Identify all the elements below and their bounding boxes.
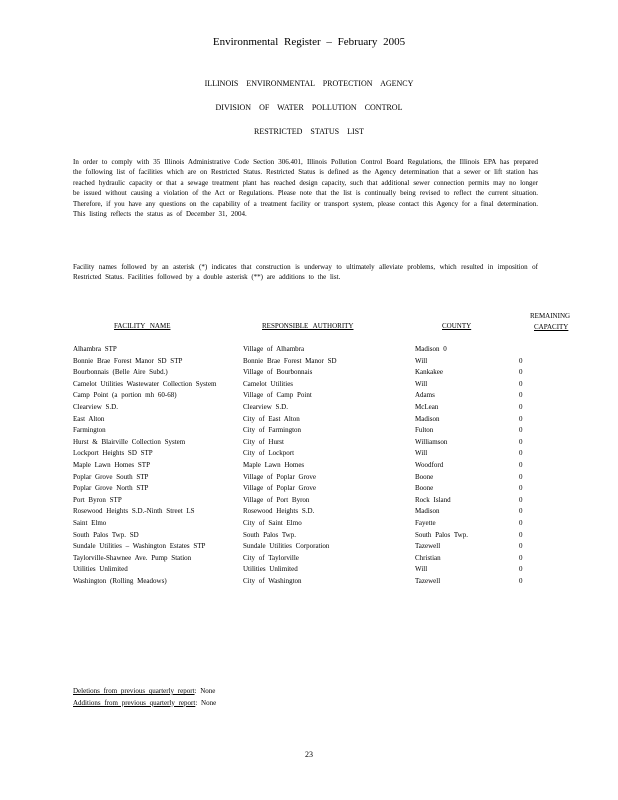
county-cell: Tazewell xyxy=(415,542,441,551)
facility-name-cell: Maple Lawn Homes STP xyxy=(73,460,150,469)
facility-name-cell: Taylorville-Shawnee Ave. Pump Station xyxy=(73,553,192,562)
county-cell: Boone xyxy=(415,484,434,493)
facility-name-cell: Alhambra STP xyxy=(73,345,117,353)
table-row xyxy=(73,379,533,391)
facility-name-cell: Bourbonnais (Belle Aire Subd.) xyxy=(73,368,168,377)
additions-label: Additions from previous quarterly report xyxy=(73,698,196,707)
agency-name: ILLINOIS ENVIRONMENTAL PROTECTION AGENCY xyxy=(204,79,414,88)
authority-cell: Sundale Utilities Corporation xyxy=(243,542,330,551)
capacity-cell: 0 xyxy=(519,449,523,458)
capacity-cell: 0 xyxy=(519,565,523,574)
authority-cell: City of Washington xyxy=(243,576,302,585)
county-cell: Will xyxy=(415,565,428,574)
table-row xyxy=(73,356,533,368)
facility-name-cell: Saint Elmo xyxy=(73,518,107,527)
deletions-note xyxy=(73,686,216,698)
county-cell: Boone xyxy=(415,472,434,481)
capacity-cell: 0 xyxy=(519,495,523,504)
list-title: RESTRICTED STATUS LIST xyxy=(253,127,365,136)
authority-cell: City of Taylorville xyxy=(243,553,299,562)
deletions-label: Deletions from previous quarterly report xyxy=(73,687,195,695)
table-row xyxy=(73,344,533,356)
authority-cell: South Palos Twp. xyxy=(243,530,296,539)
table-row xyxy=(73,518,533,530)
facility-name-cell: Bonnie Brae Forest Manor SD STP xyxy=(73,356,183,365)
capacity-cell: 0 xyxy=(519,542,523,551)
authority-cell: Village of Alhambra xyxy=(243,345,305,353)
capacity-cell: 0 xyxy=(519,553,523,562)
table-row xyxy=(73,564,533,576)
county-cell: Tazewell xyxy=(415,576,441,585)
authority-cell: Clearview S.D. xyxy=(243,402,288,411)
county-cell: South Palos Twp. xyxy=(415,530,468,539)
capacity-cell: 0 xyxy=(519,356,523,365)
capacity-cell: 0 xyxy=(519,368,523,377)
table-row xyxy=(73,506,533,518)
county-cell: Will xyxy=(415,449,428,458)
capacity-cell: 0 xyxy=(519,437,523,446)
table-row xyxy=(73,390,533,402)
page-header: Environmental Register – February 2005 xyxy=(212,36,406,48)
facility-name-cell: Rosewood Heights S.D.-Ninth Street LS xyxy=(73,507,195,516)
authority-cell: Camelot Utilities xyxy=(243,379,294,388)
county-cell: Woodford xyxy=(415,460,444,469)
table-row xyxy=(73,402,533,414)
county-cell: Will xyxy=(415,379,428,388)
authority-cell: City of Hurst xyxy=(243,437,284,446)
capacity-cell: 0 xyxy=(519,414,523,423)
capacity-cell: 0 xyxy=(519,402,523,411)
county-cell: Fulton xyxy=(415,426,434,435)
facility-name-cell: Hurst & Blairville Collection System xyxy=(73,437,186,446)
table-row xyxy=(73,553,533,565)
capacity-cell: 0 xyxy=(519,460,523,469)
asterisk-note-paragraph: Facility names followed by an asterisk (*) indicates that construction is underway to ultimately alleviate problems, which resulted in imposition of Restricted Status. Facilities followed by a double asterisk (**) are additions to the list. xyxy=(73,263,538,282)
col-remaining-label: REMAINING xyxy=(530,312,571,320)
county-cell: Will xyxy=(415,356,428,365)
table-row xyxy=(73,414,533,426)
capacity-cell: 0 xyxy=(519,426,523,435)
authority-cell: City of Saint Elmo xyxy=(243,518,302,527)
facility-name-cell: Washington (Rolling Meadows) xyxy=(73,576,167,585)
capacity-cell: 0 xyxy=(519,518,523,527)
authority-cell: Village of Poplar Grove xyxy=(243,484,317,493)
table-row xyxy=(73,472,533,484)
facility-name-cell: Camp Point (a portion mh 60-68) xyxy=(73,391,177,400)
county-cell: Fayette xyxy=(415,518,436,527)
table-row xyxy=(73,367,533,379)
authority-cell: City of Farmington xyxy=(243,426,302,435)
facility-name-cell: Lockport Heights SD STP xyxy=(73,449,153,458)
authority-cell: Rosewood Heights S.D. xyxy=(243,507,315,516)
authority-cell: Village of Port Byron xyxy=(243,495,310,504)
authority-cell: City of Lockport xyxy=(243,449,295,458)
capacity-cell: 0 xyxy=(519,484,523,493)
agency-heading xyxy=(0,72,618,144)
capacity-cell: 0 xyxy=(519,530,523,539)
col-capacity-label: CAPACITY xyxy=(534,323,569,331)
facility-table xyxy=(73,344,533,587)
authority-cell: Village of Camp Point xyxy=(243,391,312,400)
capacity-cell: 0 xyxy=(519,507,523,516)
county-cell: Madison xyxy=(415,507,440,516)
county-cell: Christian xyxy=(415,553,441,562)
additions-value: : None xyxy=(195,698,217,707)
report-notes xyxy=(73,686,216,709)
capacity-cell: 0 xyxy=(519,472,523,481)
table-row xyxy=(73,425,533,437)
facility-name-cell: Utilities Unlimited xyxy=(73,565,128,574)
facility-name-cell: Farmington xyxy=(73,426,106,435)
capacity-cell: 0 xyxy=(519,379,523,388)
table-row xyxy=(73,495,533,507)
table-row xyxy=(73,541,533,553)
page-number: 23 xyxy=(305,750,313,759)
table-row xyxy=(73,483,533,495)
capacity-cell: 0 xyxy=(519,576,523,585)
division-name: DIVISION OF WATER POLLUTION CONTROL xyxy=(215,103,403,112)
county-cell: Adams xyxy=(415,391,435,400)
facility-name-cell: Poplar Grove North STP xyxy=(73,484,149,493)
authority-cell: City of East Alton xyxy=(243,414,300,423)
facility-name-cell: Poplar Grove South STP xyxy=(73,472,149,481)
authority-cell: Maple Lawn Homes xyxy=(243,460,305,469)
authority-cell: Village of Poplar Grove xyxy=(243,472,317,481)
facility-name-cell: Clearview S.D. xyxy=(73,402,118,411)
table-row xyxy=(73,460,533,472)
table-row xyxy=(73,576,533,588)
col-responsible-authority: RESPONSIBLE AUTHORITY xyxy=(262,322,354,330)
table-row xyxy=(73,530,533,542)
authority-cell: Utilities Unlimited xyxy=(243,565,298,574)
table-row xyxy=(73,437,533,449)
col-facility-name: FACILITY NAME xyxy=(114,322,171,330)
facility-name-cell: Camelot Utilities Wastewater Collection System xyxy=(73,379,217,388)
authority-cell: Village of Bourbonnais xyxy=(243,368,313,377)
col-remaining-capacity xyxy=(530,311,570,333)
county-cell: Williamson xyxy=(415,437,448,446)
county-cell: McLean xyxy=(415,402,439,411)
county-cell: Rock Island xyxy=(415,495,451,504)
authority-cell: Bonnie Brae Forest Manor SD xyxy=(243,356,337,365)
intro-paragraph: In order to comply with 35 Illinois Administrative Code Section 306.401, Illinois Pollution Control Board Regulations, the Illinois EPA has prepared the following list of facilities which are on Restricted Status. Restricted Status is defined as the Agency determination that a sewer or lift station has reached hydraulic capacity or that a sewage treatment plant has reached design capacity, such that additional sewer connection permits may no longer be issued without causing a violation of the Act or Regulations. Please note that the list is continually being revised to reflect the current situation. Therefore, if you have any questions on the capability of a treatment facility or transport system, please contact this Agency for a final determination. This listing reflects the status as of December 31, 2004. xyxy=(73,158,538,219)
col-county: COUNTY xyxy=(442,322,472,330)
additions-note xyxy=(73,698,216,710)
deletions-value: : None xyxy=(194,687,216,695)
county-cell: Madison xyxy=(415,414,440,423)
facility-name-cell: South Palos Twp. SD xyxy=(73,530,139,539)
capacity-cell: 0 xyxy=(519,391,523,400)
facility-name-cell: Port Byron STP xyxy=(73,495,122,504)
facility-name-cell: Sundale Utilities – Washington Estates STP xyxy=(73,542,206,551)
table-row xyxy=(73,448,533,460)
county-cell: Madison 0 xyxy=(415,345,447,353)
county-cell: Kankakee xyxy=(415,368,443,377)
facility-name-cell: East Alton xyxy=(73,414,105,423)
